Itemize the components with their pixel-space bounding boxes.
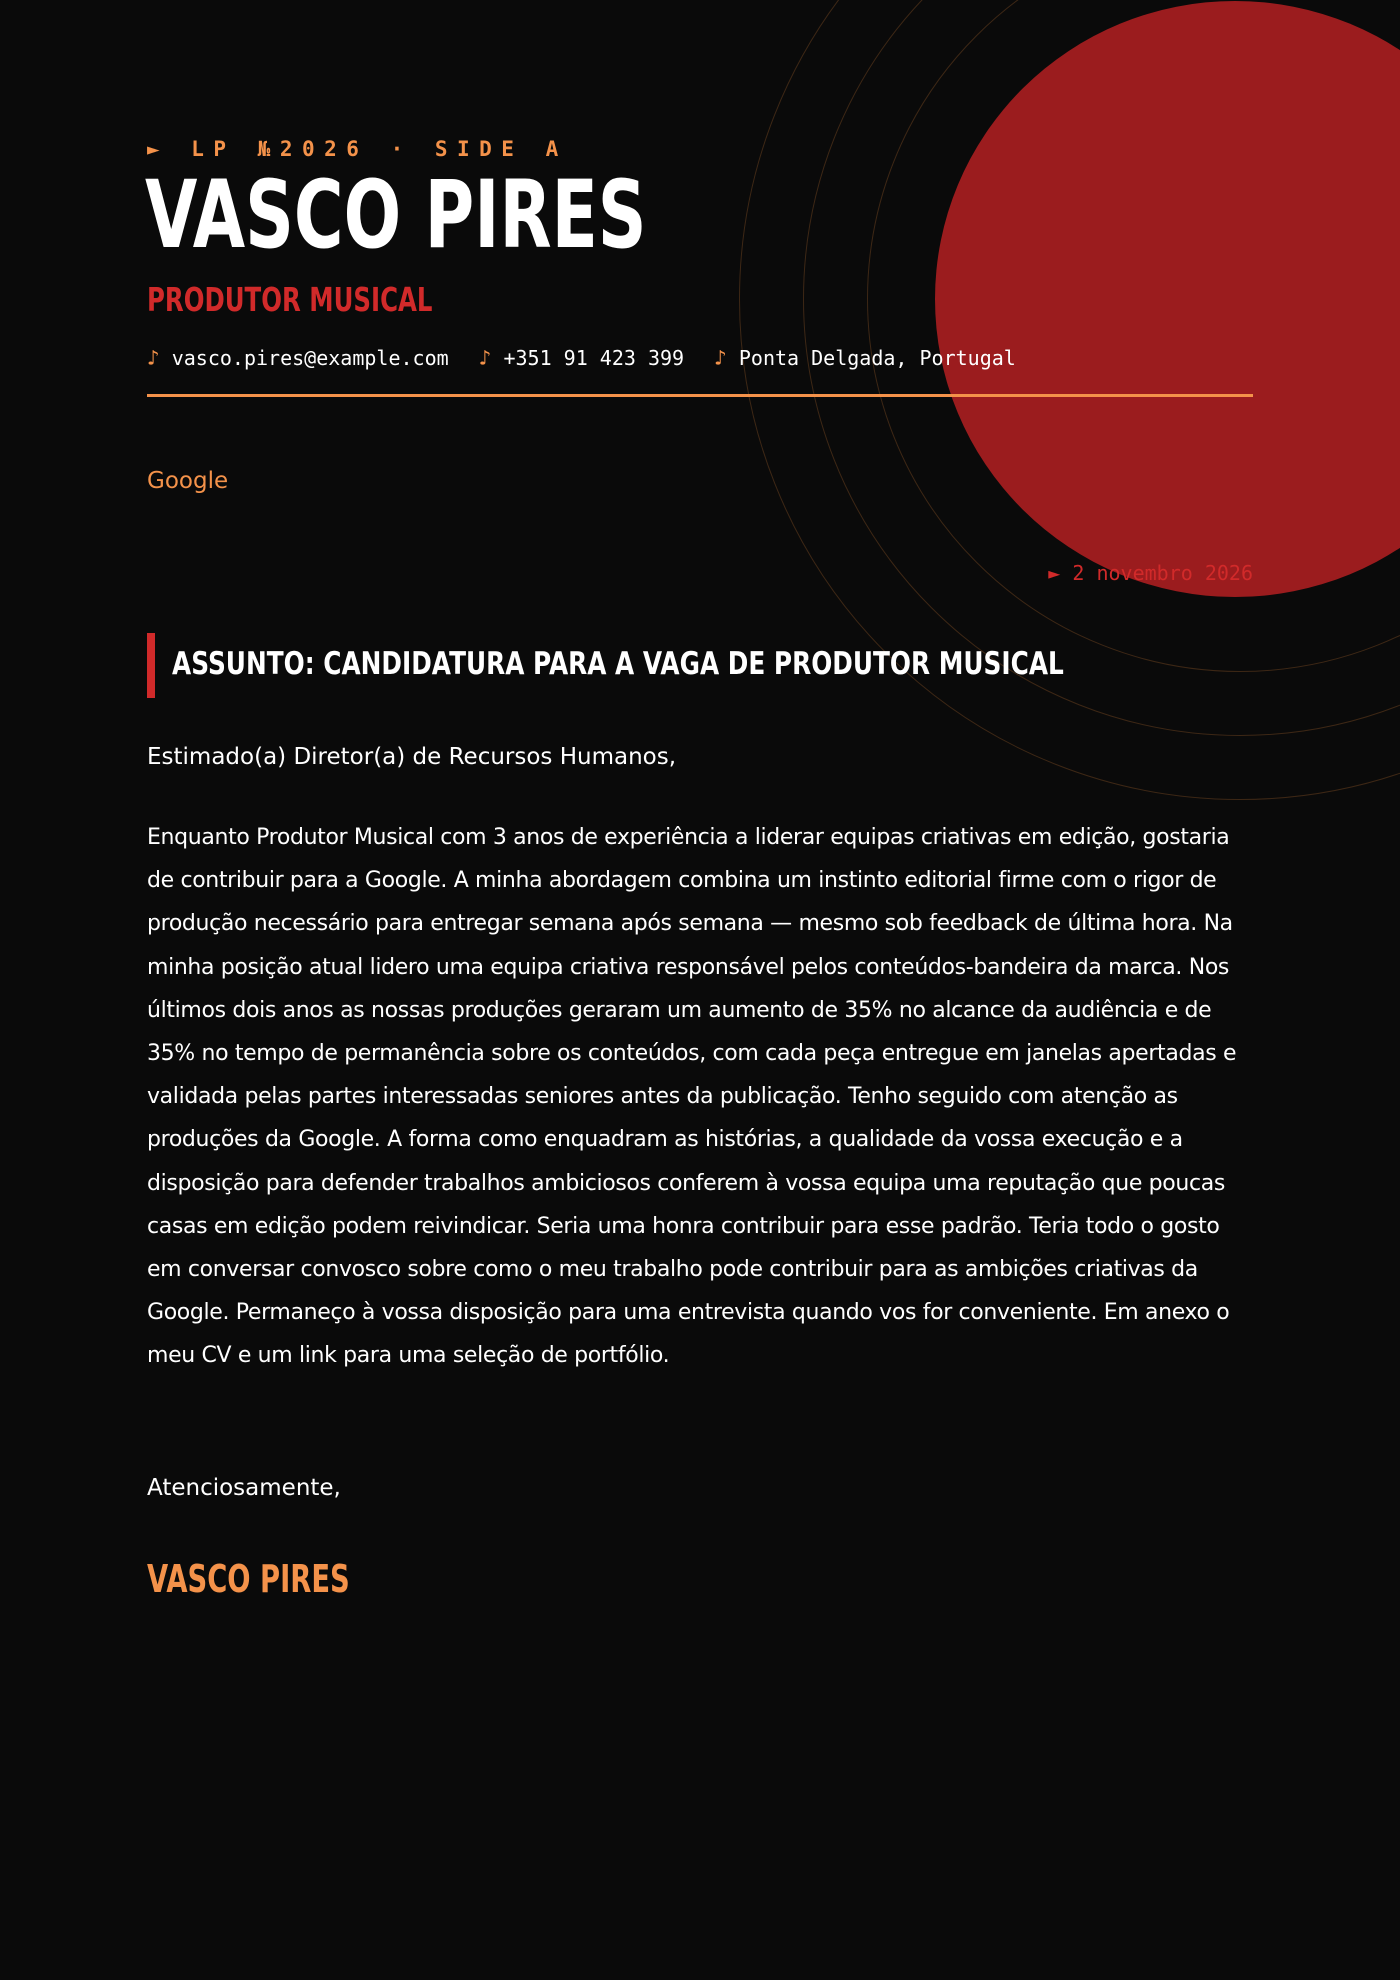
music-note-icon: ♪ [478,346,492,370]
contact-phone[interactable]: +351 91 423 399 [503,346,685,370]
applicant-name: VASCO PIRES [145,161,647,270]
subject-line: ASSUNTO: CANDIDATURA PARA A VAGA DE PRODUTOR MUSICAL [172,646,1064,682]
signature: VASCO PIRES [147,1557,350,1601]
letter-date: ► 2 novembro 2026 [1048,561,1253,585]
greeting: Estimado(a) Diretor(a) de Recursos Humanos, [147,744,677,770]
subject-accent-bar [147,633,155,698]
contact-location: Ponta Delgada, Portugal [738,346,1016,370]
music-note-icon: ♪ [714,346,727,370]
closing: Atenciosamente, [147,1475,341,1501]
record-tagline: ► LP №2026 · SIDE A [147,137,568,161]
letter-body: Enquanto Produtor Musical com 3 anos de experiência a liderar equipas criativas em edição, gostaria de contribuir para a Google. A minha abordagem combina um instinto editorial firme com o rigor de produção necessário para entregar semana após semana — mesmo sob feedback de última hora. Na minha posição atual lidero uma equipa criativa responsável pelos conteúdos-bandeira da marca. Nos últimos dois anos as nossas produções geraram um aumento de 35% no alcance da audiência e de 35% no tempo de permanência sobre os conteúdos, com cada peça entregue em janelas apertadas e validada pelas partes interessadas seniores antes da publicação. Tenho seguido com atenção as produções da Google. A forma como enquadram as histórias, a qualidade da vossa execução e a disposição para defender trabalhos ambiciosos conferem à vossa equipa uma reputação que poucas casas em edição podem reivindicar. Seria uma honra contribuir para esse padrão. Teria todo o gosto em conversar convosco sobre como o meu trabalho pode contribuir para as ambições criativas da Google. Permaneço à vossa disposição para uma entrevista quando vos for conveniente. Em anexo o meu CV e um link para uma seleção de portfólio. [147,825,1237,1369]
header-divider [147,394,1253,397]
music-note-icon: ♪ [147,346,160,370]
contact-line [147,346,1016,370]
applicant-role: PRODUTOR MUSICAL [147,280,433,319]
contact-email[interactable]: vasco.pires@example.com [171,346,449,370]
recipient-company: Google [147,468,229,494]
